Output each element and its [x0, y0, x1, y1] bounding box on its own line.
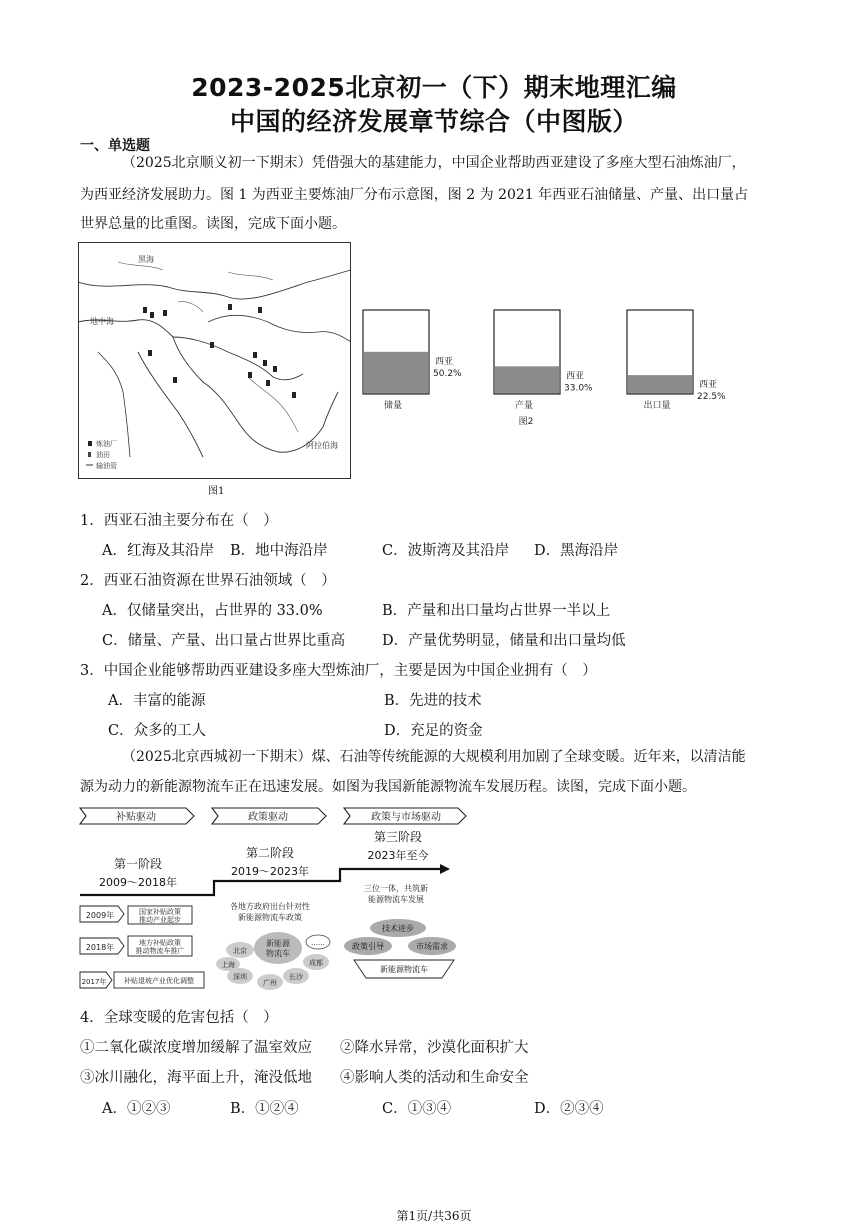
- s1-box-3: 补贴退坡产业优化调整: [124, 977, 194, 985]
- q4-option-a[interactable]: A．①②③: [102, 1101, 171, 1117]
- s2-text-2: 新能源物流车政策: [238, 913, 302, 922]
- s1-year-2: 2018年: [85, 943, 115, 952]
- bar-label-1: 储量: [383, 401, 403, 411]
- s1-box-2b: 推动物流车推广: [135, 947, 185, 955]
- map-label-ocean: 阿拉伯海: [306, 441, 338, 450]
- s2-bubble-chengdu: 成都: [309, 959, 323, 967]
- s2-bubble-guangzhou: 广州: [263, 979, 277, 987]
- bar-label-3: 出口量: [643, 401, 671, 411]
- q3-option-b[interactable]: B．先进的技术: [384, 693, 482, 709]
- stage3-name: 第三阶段: [373, 830, 423, 844]
- s2-text-1: 各地方政府出台针对性: [230, 902, 310, 911]
- ev-development-diagram: [78, 804, 478, 996]
- s3-bubble-policy: 政策引导: [352, 942, 384, 951]
- legend-oilfield: 油田: [96, 451, 110, 459]
- s3-bubble-tech: 技术进步: [382, 924, 414, 933]
- stage1-name: 第一阶段: [113, 857, 163, 871]
- tag-policy-market: 政策与市场驱动: [371, 812, 441, 823]
- q3-option-c[interactable]: C．众多的工人: [108, 723, 207, 739]
- figure1-caption: 图1: [208, 486, 225, 497]
- q4-option-d[interactable]: D．②③④: [534, 1101, 604, 1117]
- stage3-years: 2023年至今: [367, 849, 429, 862]
- q2-option-c[interactable]: C．储量、产量、出口量占世界比重高: [102, 633, 346, 649]
- stage1-years: 2009～2018年: [99, 876, 177, 889]
- s2-bubble-beijing: 北京: [233, 947, 247, 955]
- q4-statement-3: ③冰川融化，海平面上升，淹没低地: [80, 1070, 312, 1086]
- doc-title-line1: 2023-2025北京初一（下）期末地理汇编: [191, 73, 677, 102]
- s2-center-2: 物流车: [266, 949, 290, 958]
- map-label-north: 黑海: [138, 255, 154, 264]
- q1-option-c[interactable]: C．波斯湾及其沿岸: [382, 543, 510, 559]
- q4-stem: 4．全球变暖的危害包括（ ）: [80, 1010, 278, 1026]
- legend-refinery: 炼油厂: [96, 440, 117, 448]
- tag-subsidy: 补贴驱动: [116, 812, 156, 823]
- q1-stem: 1．西亚石油主要分布在（ ）: [80, 513, 278, 529]
- page-footer: 第1页/共36页: [396, 1209, 472, 1223]
- intro1-line3: 世界总量的比重图。读图，完成下面小题。: [80, 216, 346, 232]
- q1-option-d[interactable]: D．黑海沿岸: [534, 543, 619, 559]
- oil-share-chart: [360, 304, 750, 434]
- figure3-timeline: [78, 804, 478, 996]
- intro2-line1: （2025北京西城初一下期末）煤、石油等传统能源的大规模利用加剧了全球变暖。近年来，以清洁能: [122, 749, 746, 765]
- tag-policy: 政策驱动: [248, 812, 288, 823]
- west-asia-map: [78, 242, 352, 480]
- q4-statement-2: ②降水异常，沙漠化面积扩大: [340, 1040, 529, 1056]
- s1-year-3: 2017年: [81, 978, 107, 986]
- q4-statement-1: ①二氧化碳浓度增加缓解了温室效应: [80, 1040, 312, 1056]
- q3-stem: 3．中国企业能够帮助西亚建设多座大型炼油厂，主要是因为中国企业拥有（ ）: [80, 663, 597, 679]
- bar-percent-1: 50.2%: [433, 368, 462, 379]
- q3-option-a[interactable]: A．丰富的能源: [108, 693, 206, 709]
- s3-text-1: 三位一体，共筑新: [364, 884, 428, 893]
- q2-option-b[interactable]: B．产量和出口量均占世界一半以上: [382, 603, 611, 619]
- q1-option-b[interactable]: B．地中海沿岸: [230, 543, 328, 559]
- s3-bubble-market: 市场需求: [416, 942, 448, 951]
- legend-pipeline: 输油管: [96, 462, 117, 470]
- q4-statement-4: ④影响人类的活动和生命安全: [340, 1070, 529, 1086]
- q2-option-a[interactable]: A．仅储量突出，占世界的 33.0%: [102, 603, 323, 619]
- bar-percent-2: 33.0%: [564, 383, 593, 394]
- intro1-line2: 为西亚经济发展助力。图 1 为西亚主要炼油厂分布示意图，图 2 为 2021 年西亚石油储量、产量、出口量占: [80, 187, 749, 203]
- q4-option-c[interactable]: C．①③④: [382, 1101, 452, 1117]
- s2-bubble-more: ……: [311, 939, 325, 947]
- q2-option-d[interactable]: D．产量优势明显，储量和出口量均低: [382, 633, 626, 649]
- q2-stem: 2．西亚石油资源在世界石油领域（ ）: [80, 573, 336, 589]
- s2-bubble-changsha: 长沙: [289, 973, 303, 981]
- section-heading: 一、单选题: [80, 138, 150, 154]
- bar-label-2: 产量: [514, 401, 534, 411]
- s1-year-1: 2009年: [85, 911, 115, 920]
- bar-region-1: 西亚: [435, 356, 454, 367]
- q3-option-d[interactable]: D．充足的资金: [384, 723, 483, 739]
- bar-region-3: 西亚: [699, 380, 718, 391]
- bar-region-2: 西亚: [566, 371, 585, 382]
- s3-base: 新能源物流车: [380, 965, 428, 974]
- intro1-line1: （2025北京顺义初一下期末）凭借强大的基建能力，中国企业帮助西亚建设了多座大型石油炼油厂，: [122, 155, 746, 171]
- intro2-line2: 源为动力的新能源物流车正在迅速发展。如图为我国新能源物流车发展历程。读图，完成下面小题。: [80, 779, 696, 795]
- s2-center-1: 新能源: [266, 939, 290, 948]
- figure2-caption: 图2: [518, 417, 534, 427]
- bar-fill-3: [628, 375, 692, 393]
- s2-bubble-shenzhen: 深圳: [233, 973, 247, 981]
- s3-text-2: 能源物流车发展: [368, 895, 424, 904]
- s2-bubble-shanghai: 上海: [221, 961, 235, 969]
- doc-title-line2: 中国的经济发展章节综合（中图版）: [229, 107, 638, 136]
- stage2-years: 2019～2023年: [231, 865, 309, 878]
- q1-option-a[interactable]: A．红海及其沿岸: [102, 543, 214, 559]
- stage2-name: 第二阶段: [245, 846, 295, 860]
- s1-box-1b: 推动产业起步: [139, 916, 181, 924]
- bar-fill-1: [364, 352, 428, 394]
- bar-percent-3: 22.5%: [697, 392, 726, 403]
- figure1-map: [78, 242, 352, 480]
- s1-box-2a: 地方补贴政策: [139, 939, 181, 947]
- s1-box-1a: 国家补贴政策: [139, 908, 181, 916]
- q4-option-b[interactable]: B．①②④: [230, 1101, 299, 1117]
- figure2-chart: [360, 304, 750, 434]
- map-label-sea: 地中海: [90, 317, 114, 326]
- bar-fill-2: [495, 366, 559, 393]
